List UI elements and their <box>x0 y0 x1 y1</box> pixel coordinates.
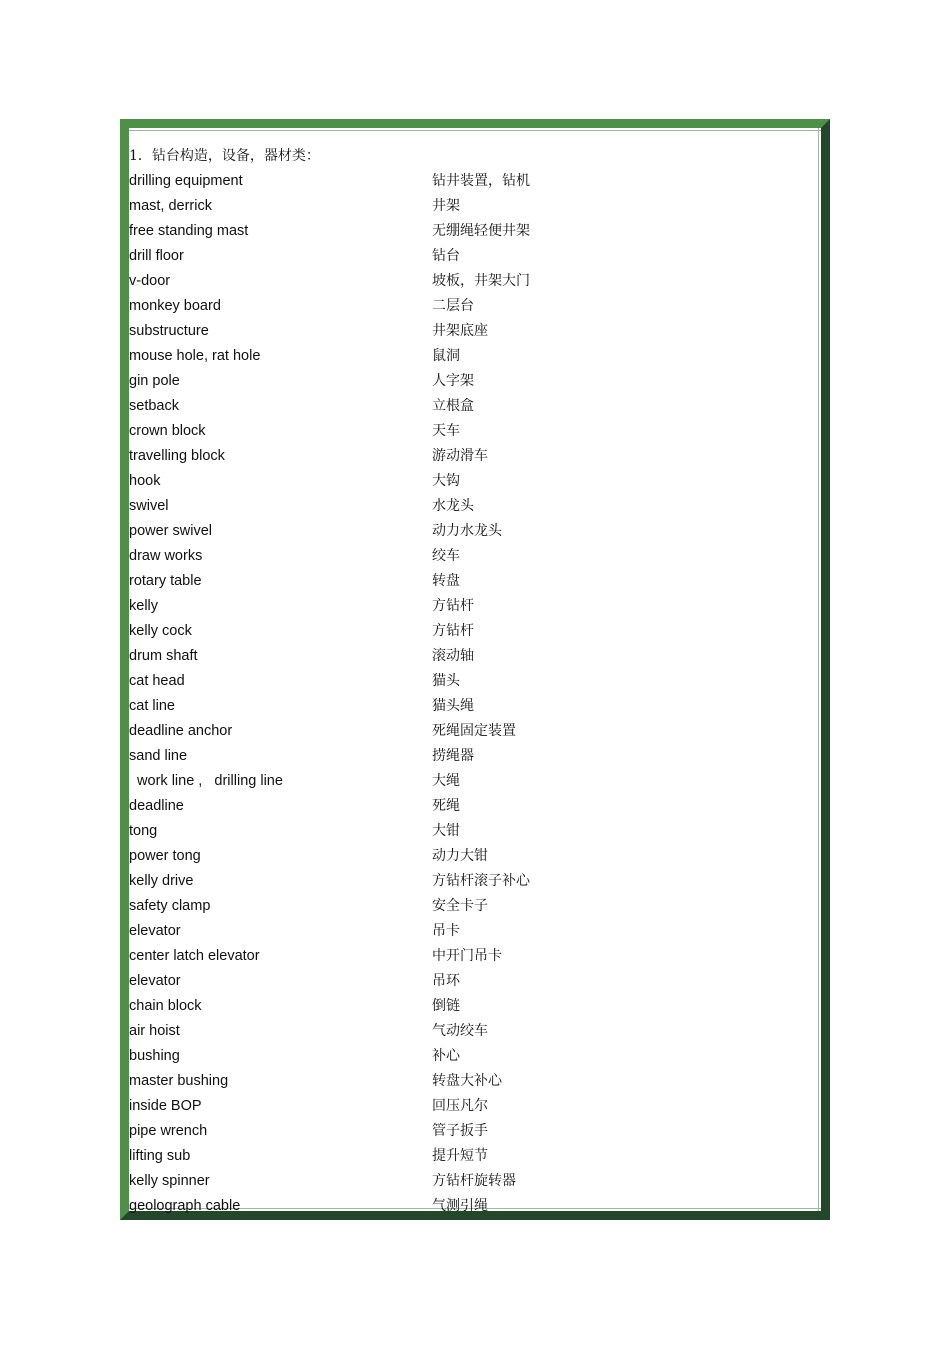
chinese-term: 转盘 <box>432 573 460 589</box>
chinese-term: 捞绳器 <box>432 748 474 764</box>
chinese-term: 气测引绳 <box>432 1198 488 1214</box>
chinese-term: 吊卡 <box>432 923 460 939</box>
term-row <box>129 1144 821 1169</box>
term-row <box>129 544 821 569</box>
english-term: elevator <box>129 973 181 989</box>
english-term: substructure <box>129 323 209 339</box>
chinese-term: 水龙头 <box>432 498 474 514</box>
english-term: draw works <box>129 548 203 564</box>
vocabulary-list <box>129 144 821 1219</box>
chinese-term: 中开门吊卡 <box>432 948 502 964</box>
chinese-term: 井架 <box>432 198 460 214</box>
term-row <box>129 394 821 419</box>
chinese-term: 钻井装置，钻机 <box>432 173 530 189</box>
chinese-term: 气动绞车 <box>432 1023 488 1039</box>
chinese-term: 死绳固定装置 <box>432 723 516 739</box>
english-term: air hoist <box>129 1023 180 1039</box>
english-term: pipe wrench <box>129 1123 208 1139</box>
chinese-term: 安全卡子 <box>432 898 488 914</box>
english-term: master bushing <box>129 1073 229 1089</box>
english-term: crown block <box>129 423 206 439</box>
term-row <box>129 794 821 819</box>
chinese-term: 猫头 <box>432 673 460 689</box>
term-row <box>129 419 821 444</box>
term-row <box>129 169 821 194</box>
english-term: sand line <box>129 748 188 764</box>
term-row <box>129 694 821 719</box>
english-term: kelly spinner <box>129 1173 210 1189</box>
term-row <box>129 569 821 594</box>
term-row <box>129 194 821 219</box>
term-row <box>129 719 821 744</box>
term-row <box>129 1069 821 1094</box>
term-row <box>129 894 821 919</box>
chinese-term: 人字架 <box>432 373 474 389</box>
section-heading: 1．钻台构造，设备，器材类： <box>129 148 320 164</box>
term-row <box>129 844 821 869</box>
term-row <box>129 344 821 369</box>
english-term: center latch elevator <box>129 948 260 964</box>
english-term: monkey board <box>129 298 221 314</box>
english-term: power tong <box>129 848 201 864</box>
english-term: mast, derrick <box>129 198 212 214</box>
term-row <box>129 969 821 994</box>
chinese-term: 无绷绳轻便井架 <box>432 223 530 239</box>
term-row <box>129 1194 821 1219</box>
term-row <box>129 919 821 944</box>
vocabulary-frame <box>120 119 830 1220</box>
chinese-term: 大钩 <box>432 473 460 489</box>
term-row <box>129 1019 821 1044</box>
chinese-term: 井架底座 <box>432 323 488 339</box>
english-term: drum shaft <box>129 648 198 664</box>
term-row <box>129 869 821 894</box>
term-row <box>129 1094 821 1119</box>
term-row <box>129 319 821 344</box>
term-row <box>129 469 821 494</box>
english-term: bushing <box>129 1048 180 1064</box>
term-row <box>129 444 821 469</box>
english-term: setback <box>129 398 179 414</box>
english-term: kelly <box>129 598 159 614</box>
term-row <box>129 944 821 969</box>
term-row <box>129 1119 821 1144</box>
english-term: mouse hole, rat hole <box>129 348 261 364</box>
english-term: gin pole <box>129 373 180 389</box>
chinese-term: 转盘大补心 <box>432 1073 502 1089</box>
term-row <box>129 369 821 394</box>
english-term: inside BOP <box>129 1098 202 1114</box>
chinese-term: 大钳 <box>432 823 460 839</box>
term-row <box>129 619 821 644</box>
english-term: lifting sub <box>129 1148 191 1164</box>
term-row <box>129 294 821 319</box>
term-rows <box>129 169 821 1219</box>
term-row <box>129 769 821 794</box>
english-term: rotary table <box>129 573 202 589</box>
chinese-term: 动力大钳 <box>432 848 488 864</box>
chinese-term: 方钻杆 <box>432 623 474 639</box>
chinese-term: 吊环 <box>432 973 460 989</box>
chinese-term: 立根盒 <box>432 398 474 414</box>
english-term: kelly cock <box>129 623 192 639</box>
chinese-term: 游动滑车 <box>432 448 488 464</box>
term-row <box>129 269 821 294</box>
english-term: tong <box>129 823 158 839</box>
chinese-term: 方钻杆滚子补心 <box>432 873 530 889</box>
chinese-term: 回压凡尔 <box>432 1098 488 1114</box>
english-term: cat head <box>129 673 185 689</box>
term-row <box>129 219 821 244</box>
term-row <box>129 1169 821 1194</box>
english-term: cat line <box>129 698 175 714</box>
english-term: safety clamp <box>129 898 211 914</box>
english-term: deadline anchor <box>129 723 233 739</box>
term-row <box>129 669 821 694</box>
term-row <box>129 519 821 544</box>
chinese-term: 坡板，井架大门 <box>432 273 530 289</box>
chinese-term: 死绳 <box>432 798 460 814</box>
english-term: free standing mast <box>129 223 249 239</box>
chinese-term: 天车 <box>432 423 460 439</box>
chinese-term: 绞车 <box>432 548 460 564</box>
chinese-term: 大绳 <box>432 773 460 789</box>
term-row <box>129 819 821 844</box>
chinese-term: 鼠洞 <box>432 348 460 364</box>
english-term: geolograph cable <box>129 1198 241 1214</box>
english-term: v-door <box>129 273 171 289</box>
chinese-term: 提升短节 <box>432 1148 488 1164</box>
chinese-term: 二层台 <box>432 298 474 314</box>
english-term: drill floor <box>129 248 184 264</box>
english-term: power swivel <box>129 523 212 539</box>
term-row <box>129 994 821 1019</box>
english-term: drilling equipment <box>129 173 243 189</box>
english-term: swivel <box>129 498 169 514</box>
chinese-term: 滚动轴 <box>432 648 474 664</box>
term-row <box>129 744 821 769</box>
chinese-term: 倒链 <box>432 998 460 1014</box>
term-row <box>129 594 821 619</box>
term-row <box>129 494 821 519</box>
chinese-term: 猫头绳 <box>432 698 474 714</box>
english-term: kelly drive <box>129 873 194 889</box>
chinese-term: 管子扳手 <box>432 1123 488 1139</box>
english-term: elevator <box>129 923 181 939</box>
english-term: chain block <box>129 998 202 1014</box>
chinese-term: 方钻杆 <box>432 598 474 614</box>
english-term: hook <box>129 473 161 489</box>
english-term: travelling block <box>129 448 225 464</box>
english-term: work line , drilling line <box>129 773 283 789</box>
chinese-term: 方钻杆旋转器 <box>432 1173 516 1189</box>
chinese-term: 动力水龙头 <box>432 523 502 539</box>
frame-inner-line-top <box>129 130 821 131</box>
term-row <box>129 644 821 669</box>
term-row <box>129 1044 821 1069</box>
english-term: deadline <box>129 798 184 814</box>
chinese-term: 补心 <box>432 1048 460 1064</box>
term-row <box>129 244 821 269</box>
chinese-term: 钻台 <box>432 248 460 264</box>
